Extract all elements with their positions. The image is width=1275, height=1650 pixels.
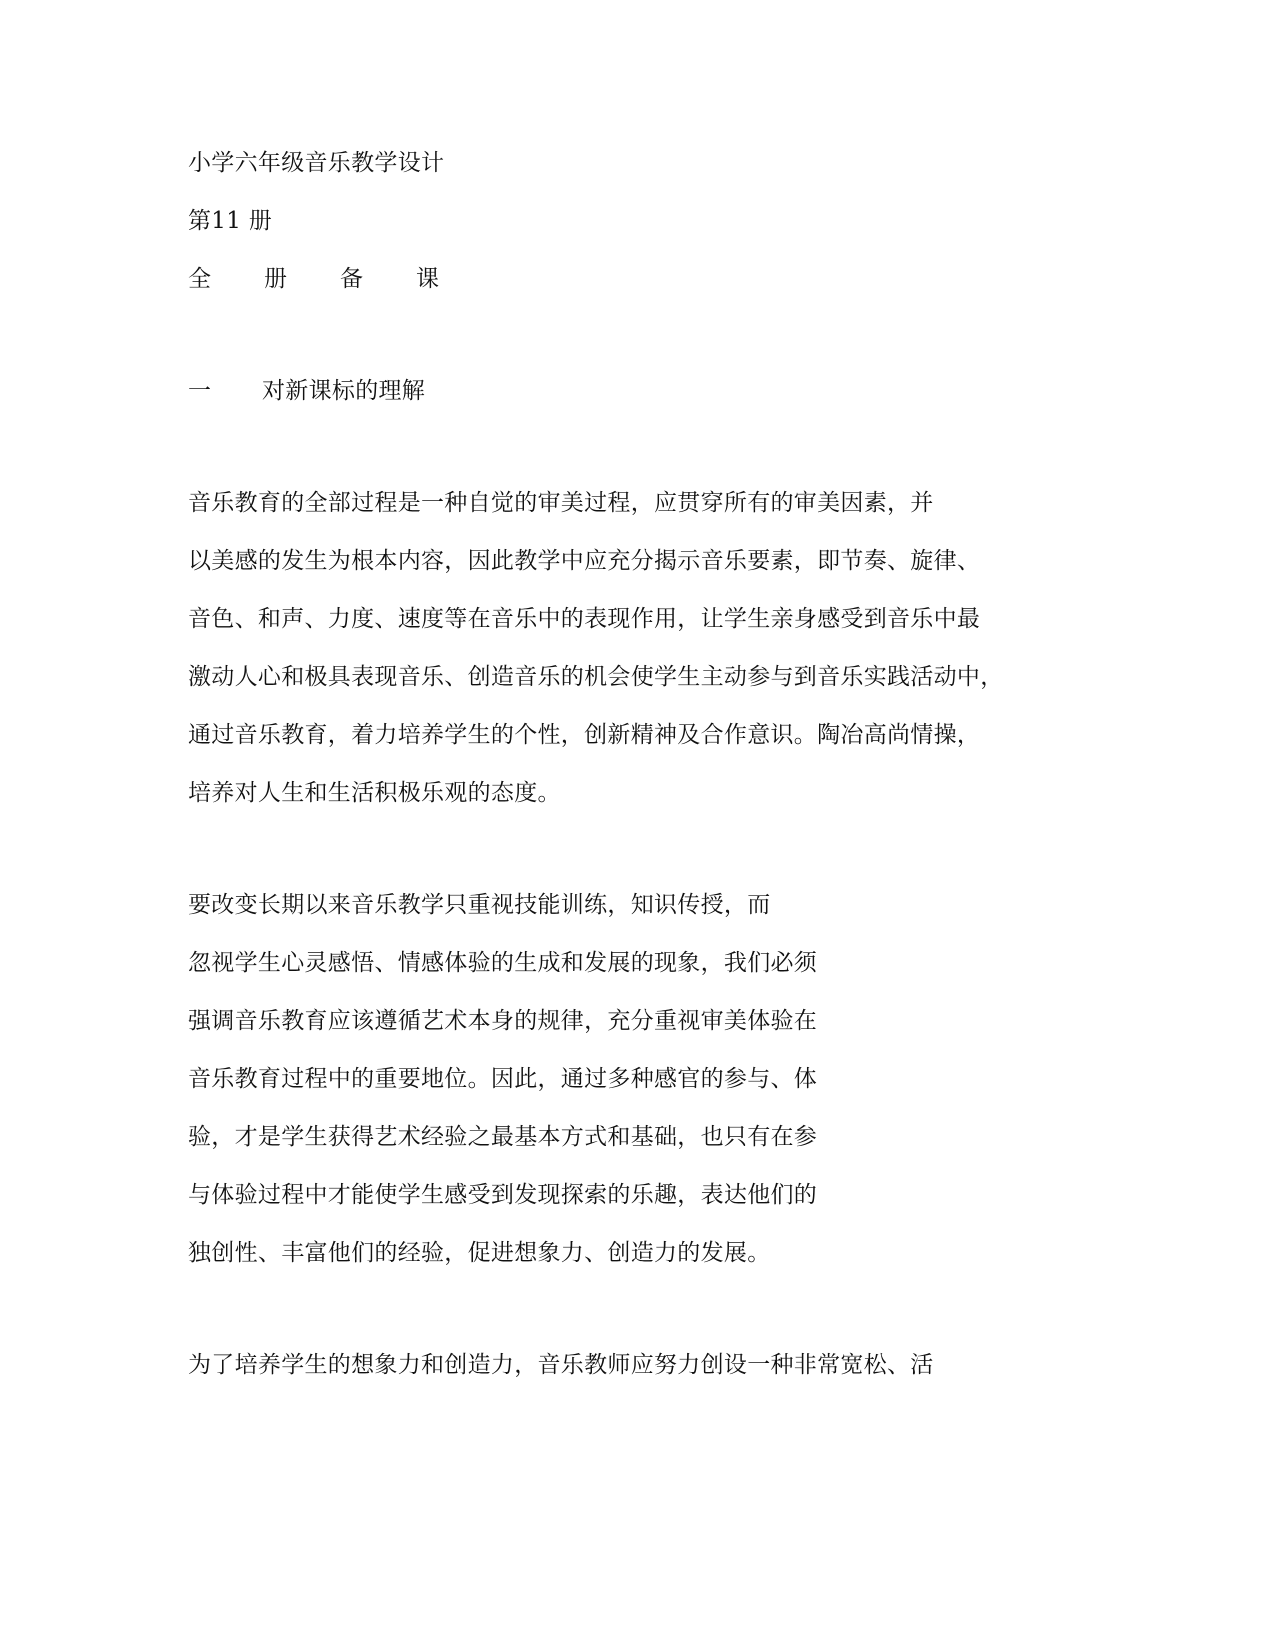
full-volume-prep-heading	[188, 264, 492, 294]
paragraph-line: 要改变长期以来音乐教学只重视技能训练，知识传授，而	[188, 892, 771, 918]
volume-label: 第11 册	[188, 208, 273, 234]
document-title: 小学六年级音乐教学设计	[188, 150, 445, 176]
section-title: 对新课标的理解	[262, 378, 426, 404]
prep-char: 课	[416, 266, 439, 292]
paragraph-line: 验，才是学生获得艺术经验之最基本方式和基础，也只有在参	[188, 1124, 818, 1150]
paragraph-line: 独创性、丰富他们的经验，促进想象力、创造力的发展。	[188, 1240, 771, 1266]
paragraph-line: 音乐教育过程中的重要地位。因此，通过多种感官的参与、体	[188, 1066, 818, 1092]
paragraph-line: 通过音乐教育，着力培养学生的个性，创新精神及合作意识。陶冶高尚情操，	[188, 722, 981, 748]
paragraph-line: 音色、和声、力度、速度等在音乐中的表现作用，让学生亲身感受到音乐中最	[188, 606, 981, 632]
paragraph-line: 为了培养学生的想象力和创造力，音乐教师应努力创设一种非常宽松、活	[188, 1352, 934, 1378]
paragraph-line: 以美感的发生为根本内容，因此教学中应充分揭示音乐要素，即节奏、旋律、	[188, 548, 981, 574]
paragraph-line: 音乐教育的全部过程是一种自觉的审美过程，应贯穿所有的审美因素，并	[188, 490, 934, 516]
section-heading	[188, 376, 425, 406]
prep-char: 全	[188, 266, 211, 292]
paragraph-line: 与体验过程中才能使学生感受到发现探索的乐趣，表达他们的	[188, 1182, 818, 1208]
paragraph-line: 忽视学生心灵感悟、情感体验的生成和发展的现象，我们必须	[188, 950, 818, 976]
prep-char: 备	[340, 266, 363, 292]
paragraph-line: 激动人心和极具表现音乐、创造音乐的机会使学生主动参与到音乐实践活动中，	[188, 664, 1004, 690]
section-number: 一	[188, 378, 212, 404]
paragraph-line: 强调音乐教育应该遵循艺术本身的规律，充分重视审美体验在	[188, 1008, 818, 1034]
paragraph-line: 培养对人生和生活积极乐观的态度。	[188, 780, 561, 806]
prep-char: 册	[264, 266, 287, 292]
